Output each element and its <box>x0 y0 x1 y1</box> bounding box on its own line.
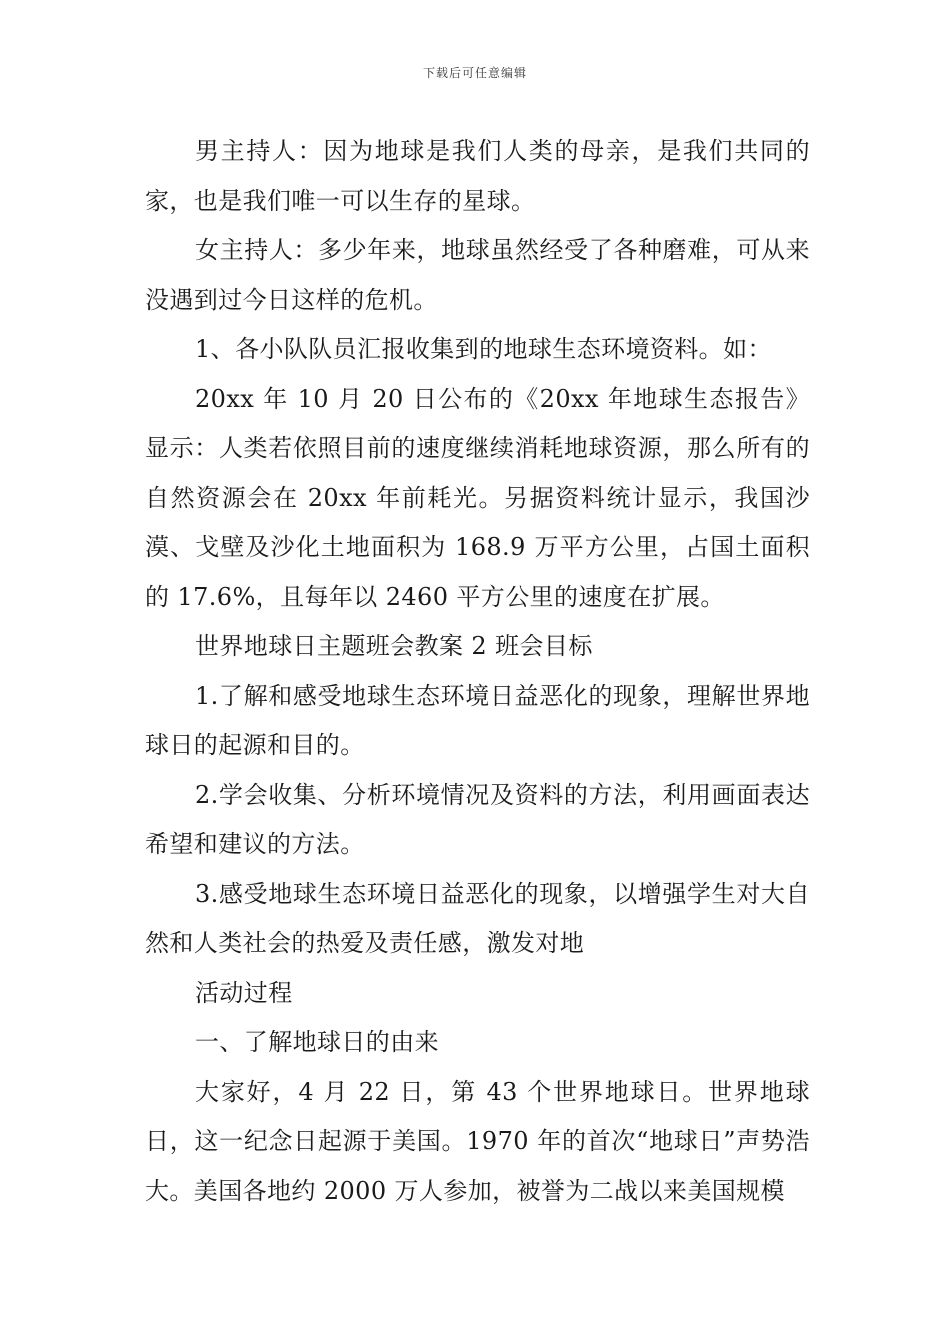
paragraph-activity-heading: 活动过程 <box>195 978 293 1007</box>
document-body <box>145 127 810 1216</box>
paragraph-subheading-origin: 一、了解地球日的由来 <box>195 1028 439 1056</box>
paragraph-goal-3: 3.感受地球生态环境日益恶化的现象，以增强学生对大自然和人类社会的热爱及责任感，激发对地 <box>145 879 810 957</box>
header-note: 下载后可任意编辑 <box>422 66 527 80</box>
paragraph-goal-2: 2.学会收集、分析环境情况及资料的方法，利用画面表达希望和建议的方法。 <box>145 780 810 858</box>
paragraph-report-intro: 1、各小队队员汇报收集到的地球生态环境资料。如： <box>195 335 772 363</box>
paragraph-goal-1: 1.了解和感受地球生态环境日益恶化的现象，理解世界地球日的起源和目的。 <box>145 681 810 759</box>
paragraph-earth-day-origin: 大家好，4 月 22 日，第 43 个世界地球日。世界地球日，这一纪念日起源于美国。1970 年的首次“地球日”声势浩大。美国各地约 2000 万人参加，被誉为二战以来美国规模 <box>145 1077 810 1205</box>
paragraph-host-female: 女主持人：多少年来，地球虽然经受了各种磨难，可从来没遇到过今日这样的危机。 <box>145 236 810 314</box>
paragraph-host-male: 男主持人：因为地球是我们人类的母亲，是我们共同的家，也是我们唯一可以生存的星球。 <box>145 137 810 215</box>
paragraph-ecology-report: 20xx 年 10 月 20 日公布的《20xx 年地球生态报告》显示：人类若依照目前的速度继续消耗地球资源，那么所有的自然资源会在 20xx 年前耗光。另据资料统计显示，我国沙漠、戈壁及沙化土地面积为 168.9 万平方公里，占国土面积的 17.6%，且每年以 2460 平方公里的速度在扩展。 <box>145 384 810 611</box>
paragraph-section-title: 世界地球日主题班会教案 2 班会目标 <box>195 632 593 660</box>
